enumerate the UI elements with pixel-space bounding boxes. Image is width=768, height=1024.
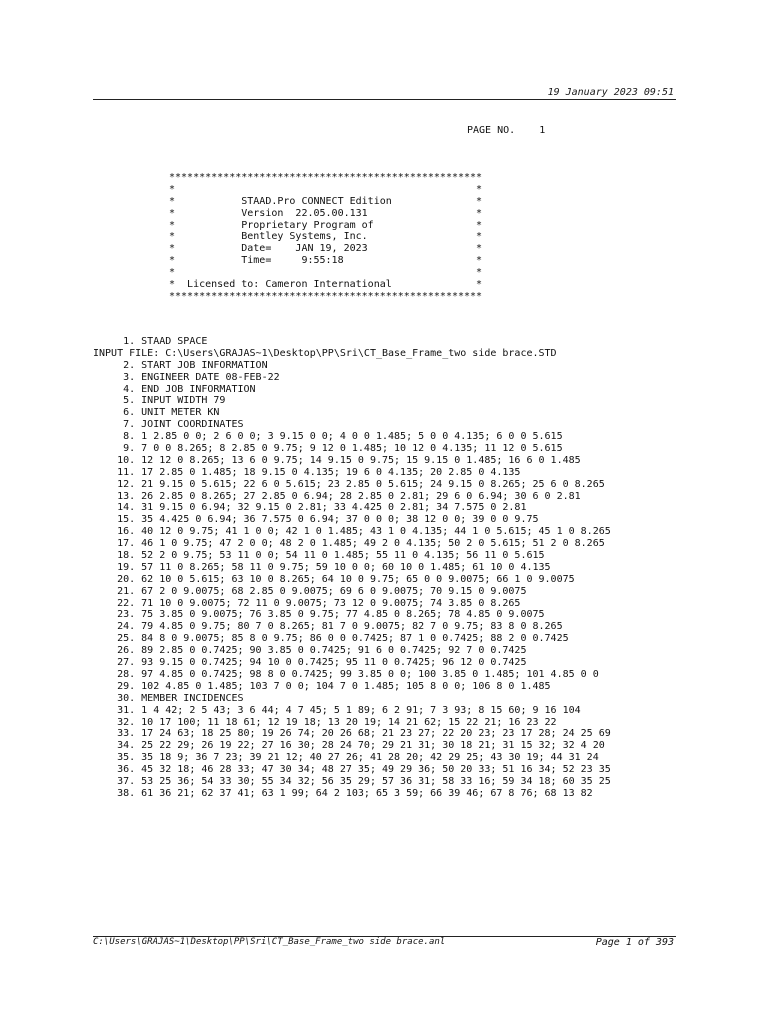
listing-line: 26. 89 2.85 0 0.7425; 90 3.85 0 0.7425; 91 6 0 0.7425; 92 7 0 0.7425	[93, 645, 527, 657]
listing-line: 18. 52 2 0 9.75; 53 11 0 0; 54 11 0 1.485; 55 11 0 4.135; 56 11 0 5.615	[93, 550, 545, 562]
listing-line: 20. 62 10 0 5.615; 63 10 0 8.265; 64 10 0 9.75; 65 0 0 9.0075; 66 1 0 9.0075	[93, 573, 575, 585]
banner-line: * Time= 9:55:18 *	[169, 255, 483, 267]
banner-line: ****************************************************	[169, 290, 483, 302]
banner-line: ****************************************************	[169, 172, 483, 183]
listing-line: 37. 53 25 36; 54 33 30; 55 34 32; 56 35 29; 57 36 31; 58 33 16; 59 34 18; 60 35 25	[93, 775, 611, 787]
banner-line: * Licensed to: Cameron International *	[169, 279, 483, 291]
listing-line: 6. UNIT METER KN	[93, 407, 220, 419]
listing-line: 24. 79 4.85 0 9.75; 80 7 0 8.265; 81 7 0 9.0075; 82 7 0 9.75; 83 8 0 8.265	[93, 621, 563, 633]
listing-line: 12. 21 9.15 0 5.615; 22 6 0 5.615; 23 2.85 0 5.615; 24 9.15 0 8.265; 25 6 0 8.265	[93, 478, 605, 490]
banner-line: * Date= JAN 19, 2023 *	[169, 243, 483, 255]
listing-line: 38. 61 36 21; 62 37 41; 63 1 99; 64 2 103; 65 3 59; 66 39 46; 67 8 76; 68 13 82	[93, 787, 593, 799]
banner-line: * Version 22.05.00.131 *	[169, 207, 483, 219]
listing-line: 4. END JOB INFORMATION	[93, 383, 256, 395]
listing-line: 1. STAAD SPACE	[93, 336, 208, 347]
banner-line: * *	[169, 183, 483, 195]
listing-line: 3. ENGINEER DATE 08-FEB-22	[93, 371, 280, 383]
footer-page-count: Page 1 of 393	[595, 937, 674, 948]
listing-line: 28. 97 4.85 0 0.7425; 98 8 0 0.7425; 99 3.85 0 0; 100 3.85 0 1.485; 101 4.85 0 0	[93, 668, 599, 680]
program-banner	[169, 172, 482, 303]
listing-line: 21. 67 2 0 9.0075; 68 2.85 0 9.0075; 69 6 0 9.0075; 70 9.15 0 9.0075	[93, 585, 527, 597]
listing-line: 31. 1 4 42; 2 5 43; 3 6 44; 4 7 45; 5 1 89; 6 2 91; 7 3 93; 8 15 60; 9 16 104	[93, 704, 581, 716]
listing-line: 23. 75 3.85 0 9.0075; 76 3.85 0 9.75; 77 4.85 0 8.265; 78 4.85 0 9.0075	[93, 609, 545, 621]
listing-line: 9. 7 0 0 8.265; 8 2.85 0 9.75; 9 12 0 1.485; 10 12 0 4.135; 11 12 0 5.615	[93, 443, 563, 455]
listing-line: 15. 35 4.425 0 6.94; 36 7.575 0 6.94; 37 0 0 0; 38 12 0 0; 39 0 0 9.75	[93, 514, 539, 526]
listing-line: 7. JOINT COORDINATES	[93, 419, 244, 431]
listing-line: 34. 25 22 29; 26 19 22; 27 16 30; 28 24 70; 29 21 31; 30 18 21; 31 15 32; 32 4 20	[93, 740, 605, 752]
listing-line: 2. START JOB INFORMATION	[93, 359, 268, 371]
listing-line: 16. 40 12 0 9.75; 41 1 0 0; 42 1 0 1.485; 43 1 0 4.135; 44 1 0 5.615; 45 1 0 8.265	[93, 526, 611, 538]
banner-line: * STAAD.Pro CONNECT Edition *	[169, 195, 483, 207]
listing-line: 32. 10 17 100; 11 18 61; 12 19 18; 13 20 19; 14 21 62; 15 22 21; 16 23 22	[93, 716, 557, 728]
listing-line: 29. 102 4.85 0 1.485; 103 7 0 0; 104 7 0 1.485; 105 8 0 0; 106 8 0 1.485	[93, 680, 551, 692]
listing-line: 10. 12 12 0 8.265; 13 6 0 9.75; 14 9.15 0 9.75; 15 9.15 0 1.485; 16 6 0 1.485	[93, 454, 581, 466]
banner-line: * Bentley Systems, Inc. *	[169, 231, 483, 243]
banner-line: * Proprietary Program of *	[169, 219, 483, 231]
header-rule	[93, 99, 676, 100]
input-listing	[93, 336, 611, 800]
listing-line: 30. MEMBER INCIDENCES	[93, 692, 244, 704]
banner-line: * *	[169, 267, 483, 279]
page-number: PAGE NO. 1	[467, 125, 546, 136]
listing-line: 11. 17 2.85 0 1.485; 18 9.15 0 4.135; 19 6 0 4.135; 20 2.85 0 4.135	[93, 466, 521, 478]
listing-line: 19. 57 11 0 8.265; 58 11 0 9.75; 59 10 0 0; 60 10 0 1.485; 61 10 0 4.135	[93, 561, 551, 573]
listing-line: 22. 71 10 0 9.0075; 72 11 0 9.0075; 73 12 0 9.0075; 74 3.85 0 8.265	[93, 597, 521, 609]
listing-line: 35. 35 18 9; 36 7 23; 39 21 12; 40 27 26; 41 28 20; 42 29 25; 43 30 19; 44 31 24	[93, 752, 599, 764]
listing-line: 27. 93 9.15 0 0.7425; 94 10 0 0.7425; 95 11 0 0.7425; 96 12 0 0.7425	[93, 657, 527, 669]
listing-line: 5. INPUT WIDTH 79	[93, 395, 226, 407]
listing-line: 14. 31 9.15 0 6.94; 32 9.15 0 2.81; 33 4.425 0 2.81; 34 7.575 0 2.81	[93, 502, 527, 514]
footer-file-path: C:\Users\GRAJAS~1\Desktop\PP\Sri\CT_Base_Frame_two side brace.anl	[93, 937, 446, 947]
listing-line: 8. 1 2.85 0 0; 2 6 0 0; 3 9.15 0 0; 4 0 0 1.485; 5 0 0 4.135; 6 0 0 5.615	[93, 431, 563, 443]
listing-line: 13. 26 2.85 0 8.265; 27 2.85 0 6.94; 28 2.85 0 2.81; 29 6 0 6.94; 30 6 0 2.81	[93, 490, 581, 502]
listing-line: INPUT FILE: C:\Users\GRAJAS~1\Desktop\PP\Sri\CT_Base_Frame_two side brace.STD	[93, 347, 557, 359]
report-date: 19 January 2023 09:51	[547, 87, 674, 98]
listing-line: 36. 45 32 18; 46 28 33; 47 30 34; 48 27 35; 49 29 36; 50 20 33; 51 16 34; 52 23 35	[93, 764, 611, 776]
listing-line: 25. 84 8 0 9.0075; 85 8 0 9.75; 86 0 0 0.7425; 87 1 0 0.7425; 88 2 0 0.7425	[93, 633, 569, 645]
listing-line: 33. 17 24 63; 18 25 80; 19 26 74; 20 26 68; 21 23 27; 22 20 23; 23 17 28; 24 25 69	[93, 728, 611, 740]
listing-line: 17. 46 1 0 9.75; 47 2 0 0; 48 2 0 1.485; 49 2 0 4.135; 50 2 0 5.615; 51 2 0 8.265	[93, 538, 605, 550]
